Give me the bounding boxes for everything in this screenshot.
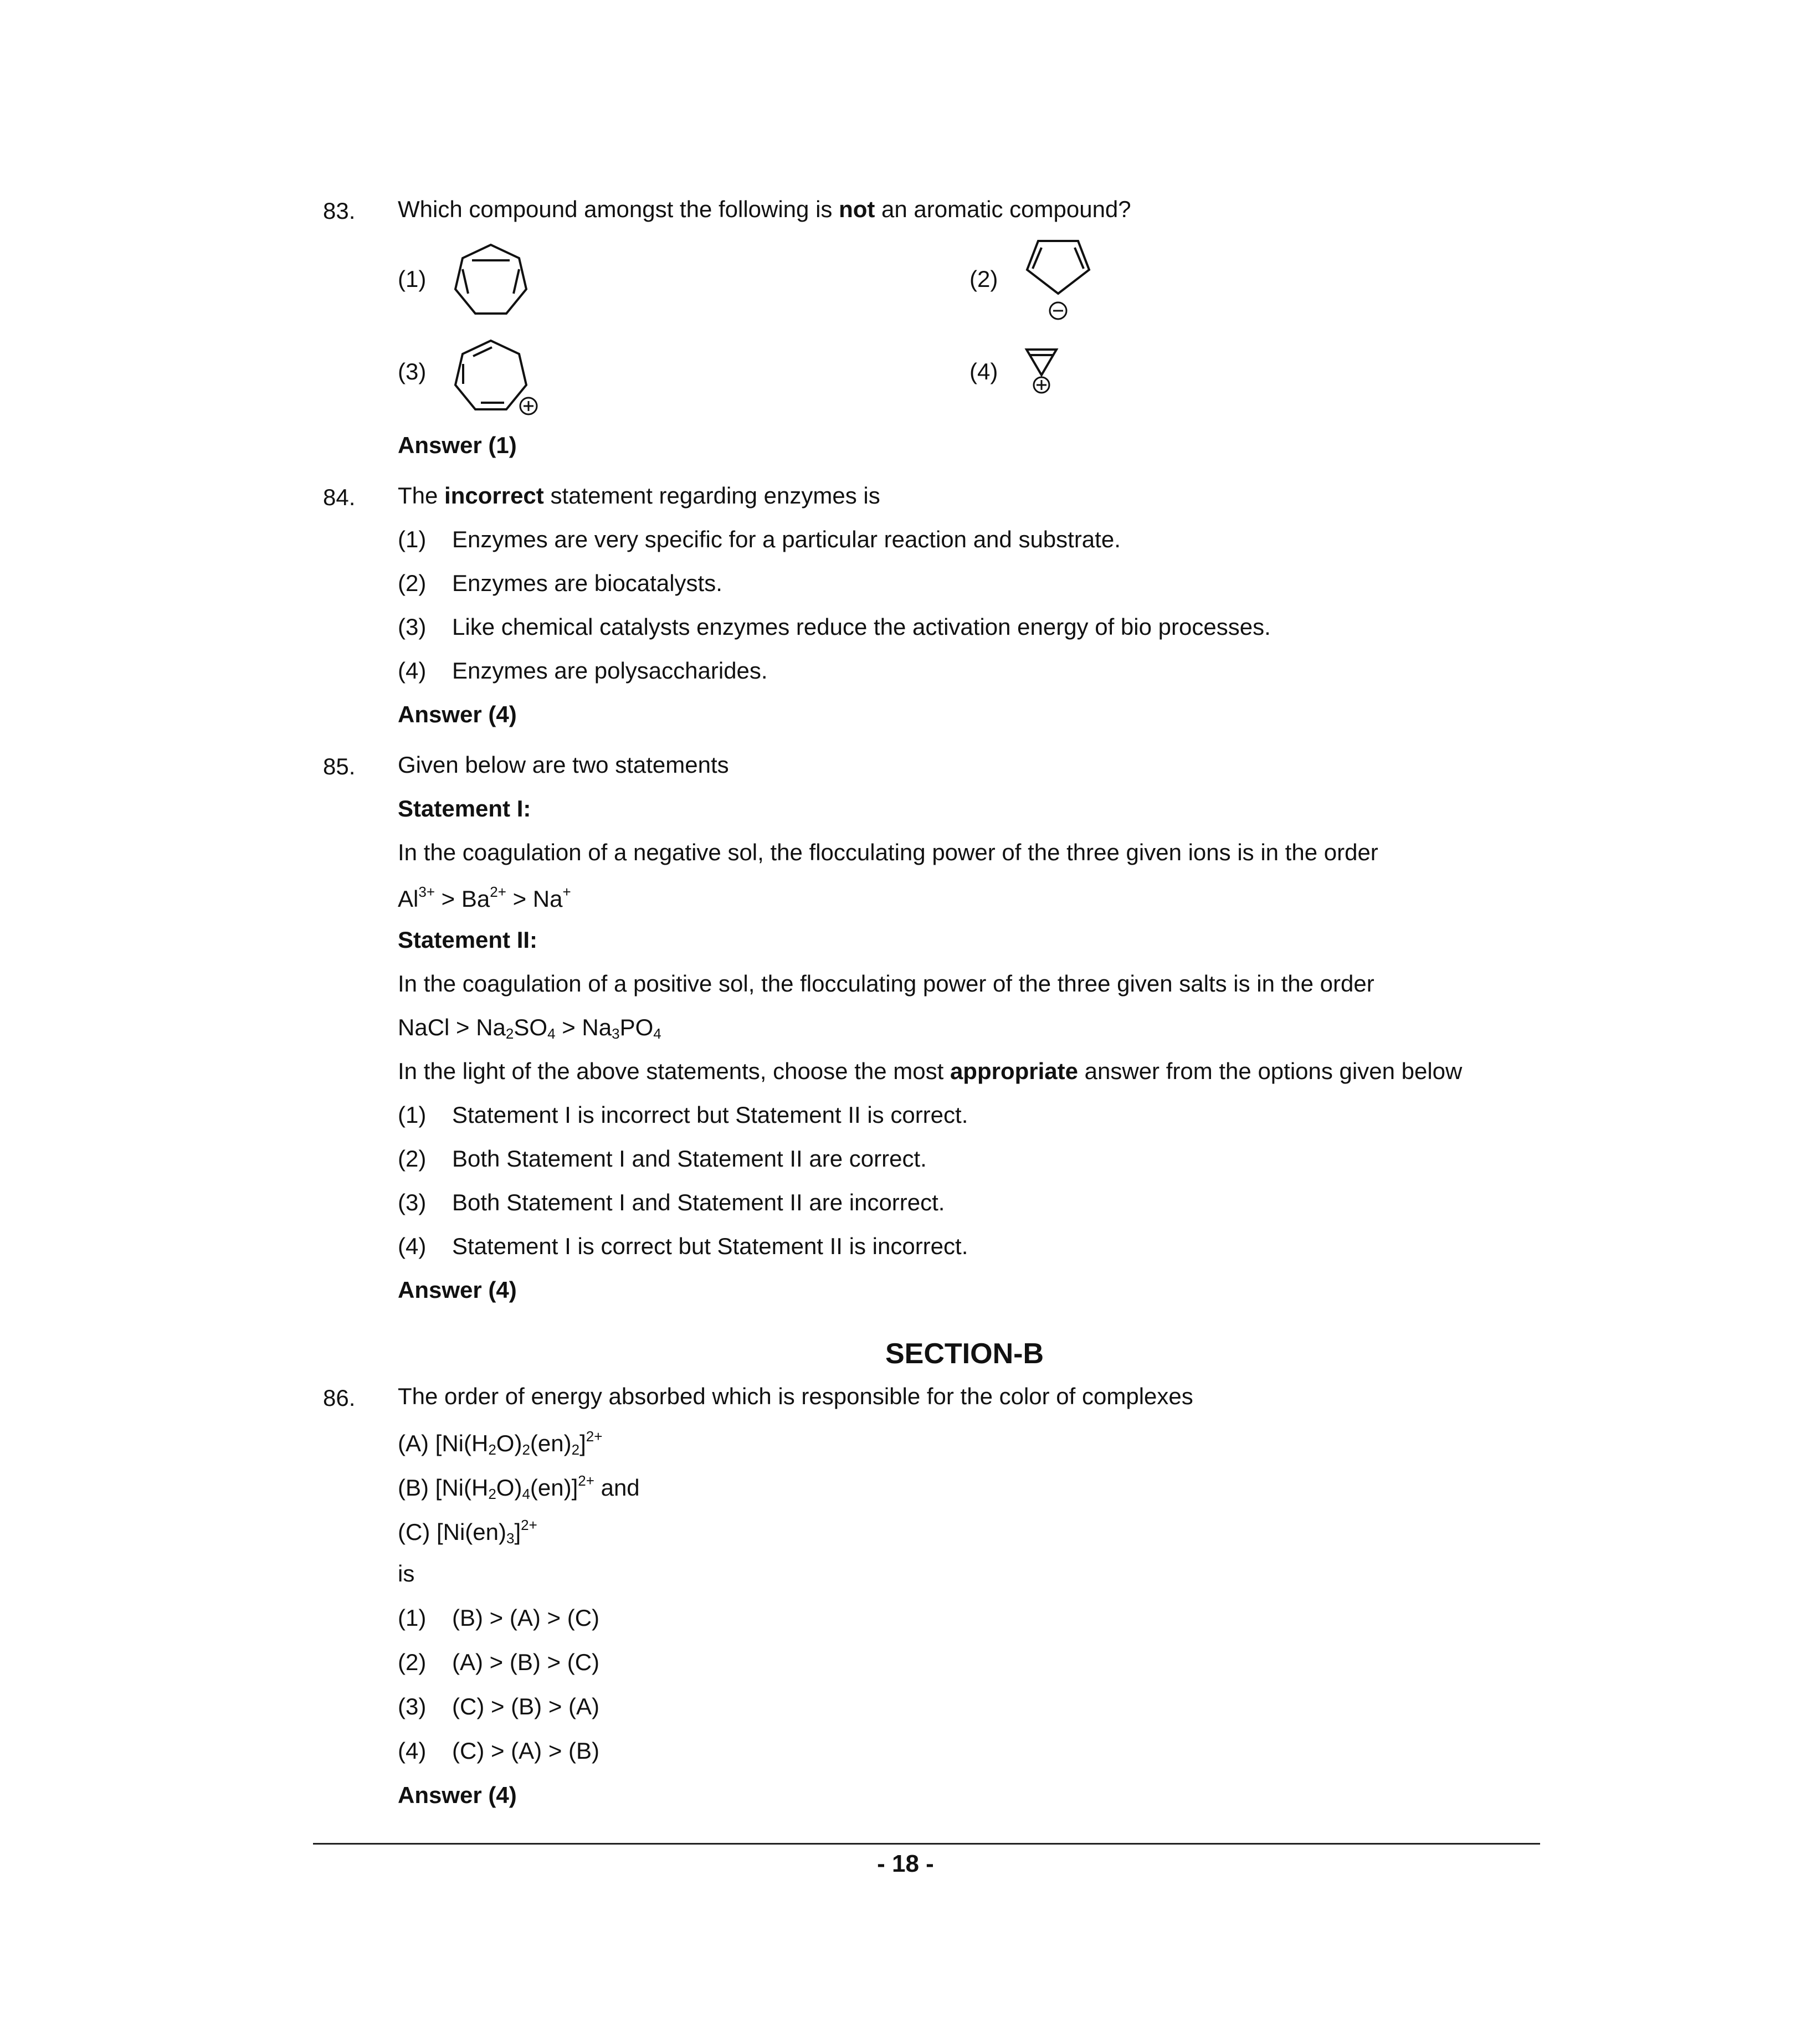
option-label: (4) (969, 358, 998, 384)
statement-heading: Statement II: (398, 927, 538, 953)
footer-divider (313, 1843, 1540, 1845)
connector-text: is (398, 1560, 415, 1586)
ion-order: $Al^{3+} > Ba^{2+} > Na^+$ (398, 884, 571, 912)
complex-b: (B) $[Ni(H_2O)_4(en)]^{2+}$ and (398, 1472, 640, 1502)
answer: Answer (4) (398, 701, 517, 727)
page-number: - 18 - (877, 1850, 934, 1877)
option: (2) Both Statement I and Statement II are correct. (398, 1146, 927, 1172)
cyclopentadienyl-anion-icon (1019, 235, 1097, 332)
complex-a: (A) $[Ni(H_2O)_2(en)_2]^{2+}$ (398, 1428, 603, 1458)
option: (4) Enzymes are polysaccharides. (398, 658, 768, 684)
option-label: (1) (398, 266, 427, 292)
option: (3) Both Statement I and Statement II are incorrect. (398, 1189, 945, 1215)
cycloheptatriene-icon (447, 238, 535, 330)
statement-text: In the coagulation of a positive sol, the flocculating power of the three given salts is in the order (398, 970, 1374, 997)
option: (3) (C) > (B) > (A) (398, 1693, 600, 1719)
question-number: 83. (323, 198, 356, 224)
option-label: (3) (398, 358, 427, 384)
answer: Answer (1) (398, 432, 517, 458)
complex-c: (C) $[Ni(en)_3]^{2+}$ (398, 1517, 537, 1547)
question-number: 84. (323, 484, 356, 510)
cyclopropenyl-cation-icon (1022, 346, 1061, 399)
instruction: In the light of the above statements, choose the most appropriate answer from the options given below (398, 1058, 1463, 1084)
tropylium-cation-icon (447, 335, 546, 427)
answer: Answer (4) (398, 1782, 517, 1808)
option: (1) (B) > (A) > (C) (398, 1605, 600, 1631)
question-stem: The incorrect statement regarding enzymes is (398, 482, 880, 509)
statement-text: In the coagulation of a negative sol, the flocculating power of the three given ions is in the order (398, 839, 1378, 865)
question-stem: The order of energy absorbed which is responsible for the color of complexes (398, 1383, 1193, 1409)
question-stem: Which compound amongst the following is not an aromatic compound? (398, 196, 1131, 222)
statement-heading: Statement I: (398, 795, 531, 821)
option: (4) (C) > (A) > (B) (398, 1738, 600, 1764)
option: (3) Like chemical catalysts enzymes reduce the activation energy of bio processes. (398, 614, 1271, 640)
salt-order: NaCl > $Na_2SO_4 > Na_3PO_4$ (398, 1014, 661, 1042)
option-label: (2) (969, 266, 998, 292)
question-stem: Given below are two statements (398, 752, 729, 778)
option: (1) Enzymes are very specific for a particular reaction and substrate. (398, 526, 1121, 552)
option: (2) (A) > (B) > (C) (398, 1649, 600, 1675)
answer: Answer (4) (398, 1277, 517, 1303)
option: (1) Statement I is incorrect but Statement II is correct. (398, 1102, 968, 1128)
question-number: 86. (323, 1385, 356, 1411)
option: (4) Statement I is correct but Statement II is incorrect. (398, 1233, 968, 1259)
option: (2) Enzymes are biocatalysts. (398, 570, 722, 596)
section-heading: SECTION-B (885, 1338, 1044, 1370)
question-number: 85. (323, 753, 356, 779)
